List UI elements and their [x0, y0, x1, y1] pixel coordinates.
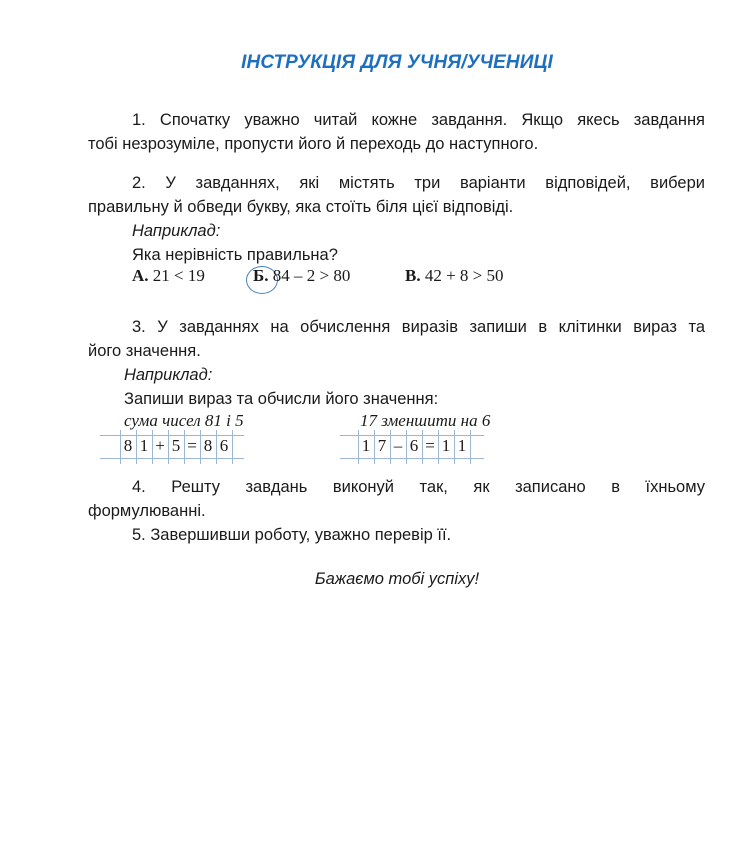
page-title: ІНСТРУКЦІЯ ДЛЯ УЧНЯ/УЧЕНИЦІ: [241, 52, 553, 73]
item-3-instruction: Запиши вираз та обчисли його значення:: [124, 390, 439, 408]
item-4-line-1: 4. Решту завдань виконуй так, як записано в їхньому: [132, 478, 705, 496]
example-2-cell: 1: [441, 436, 451, 455]
item-1-line-1: 1. Спочатку уважно читай кожне завдання. Якщо якесь завдання: [132, 111, 705, 129]
item-2-line-2: правильну й обведи букву, яка стоїть біля цієї відповіді.: [88, 198, 514, 216]
item-3-line-1: 3. У завданнях на обчислення виразів запиши в клітинки вираз та: [132, 318, 705, 336]
example-1-caption: сума чисел 81 і 5: [124, 411, 244, 430]
example-2-cell: –: [393, 436, 403, 455]
example-2-cell: 7: [377, 436, 387, 455]
example-1-cell: =: [187, 436, 197, 455]
example-2-cell: =: [425, 436, 435, 455]
instruction-item-2: [88, 171, 705, 219]
option-a-letter: А.: [132, 266, 149, 285]
item-4-line-2: формулюванні.: [88, 502, 206, 520]
example-1-cell: 5: [171, 436, 181, 455]
option-a-text: 21 < 19: [152, 266, 205, 285]
option-c-letter: В.: [405, 266, 421, 285]
example-1-cell: 6: [219, 436, 229, 455]
option-b-text: 84 – 2 > 80: [272, 266, 351, 285]
example-2-cell: 6: [409, 436, 419, 455]
example-1-cell: 1: [139, 436, 149, 455]
option-b: [253, 266, 350, 286]
example-2-cell: 1: [457, 436, 467, 455]
item-2-example-label: Наприклад:: [132, 222, 221, 240]
example-1-cell: 8: [123, 436, 133, 455]
example-2-cell: 1: [361, 436, 371, 455]
option-c-text: 42 + 8 > 50: [424, 266, 504, 285]
option-c: [405, 266, 504, 286]
instruction-item-5: 5. Завершивши роботу, уважно перевір її.: [132, 526, 452, 544]
item-3-line-2: його значення.: [88, 342, 201, 360]
closing-wish: Бажаємо тобі успіху!: [314, 570, 480, 588]
item-2-question: Яка нерівність правильна?: [132, 246, 338, 264]
instruction-item-4: [88, 475, 705, 523]
example-1-cell: 8: [203, 436, 213, 455]
instruction-item-3: [88, 315, 705, 363]
instruction-item-1: [88, 108, 705, 156]
option-a: [132, 266, 205, 286]
item-3-example-label: Наприклад:: [124, 366, 213, 384]
example-1-cell: +: [155, 436, 165, 455]
option-b-letter: Б.: [253, 266, 269, 285]
item-1-line-2: тобі незрозуміле, пропусти його й переходь до наступного.: [88, 135, 539, 153]
item-2-line-1: 2. У завданнях, які містять три варіанти відповідей, вибери: [132, 174, 705, 192]
example-2-caption: 17 зменшити на 6: [360, 411, 491, 430]
